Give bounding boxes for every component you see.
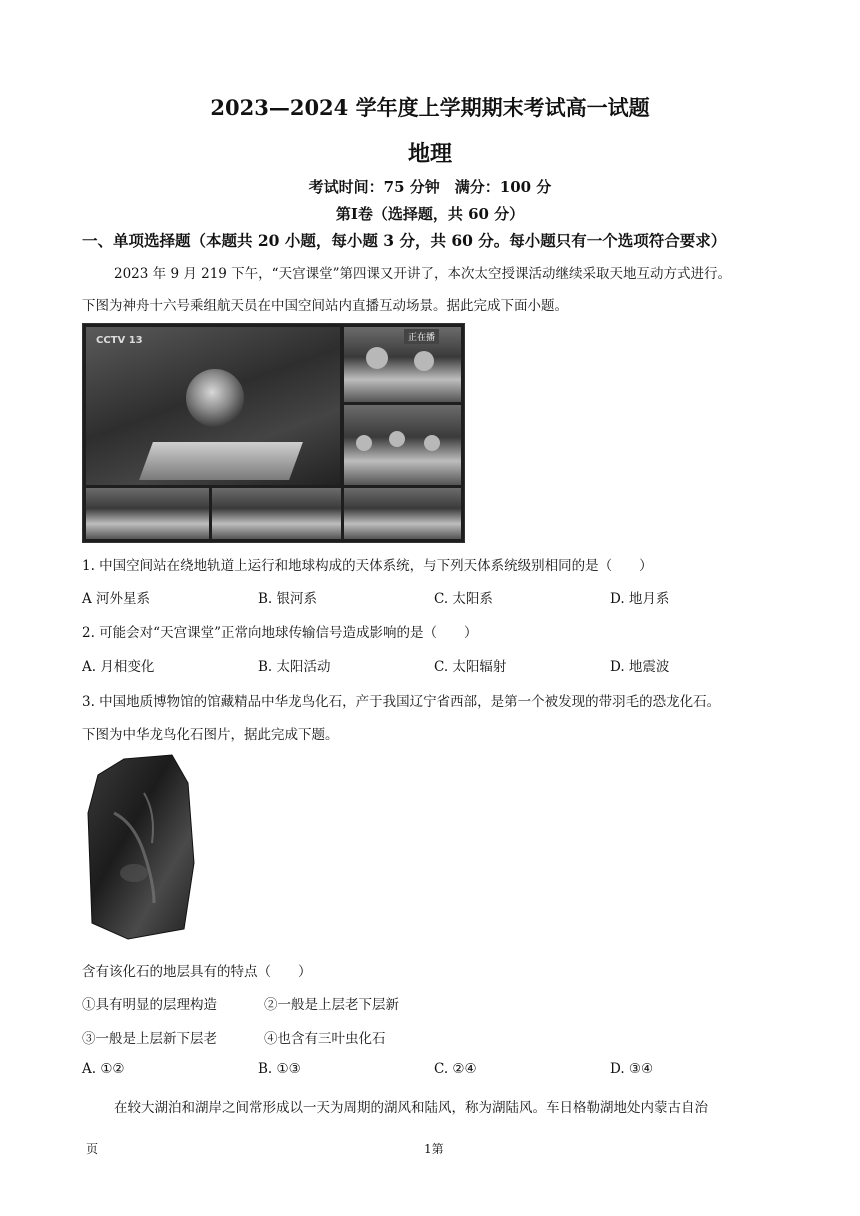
q1-option-b: B. 银河系 [258,591,318,607]
q1-option-c: C. 太阳系 [434,591,493,607]
question-3-line2: 下图为中华龙鸟化石图片，据此完成下题。 [82,727,339,743]
footer-page-label: 页 [86,1142,99,1156]
statement-2: ②一般是上层老下层新 [264,997,399,1013]
q3-option-a: A. ①② [82,1061,125,1077]
student-face [389,431,405,447]
statement-4: ④也含有三叶虫化石 [264,1031,386,1047]
exam-title: 2023—2024 学年度上学期期末考试高一试题 [210,95,650,120]
tv-logo: CCTV 13 [96,335,143,346]
statement-1: ①具有明显的层理构造 [82,997,217,1013]
question-3-stem: 含有该化石的地层具有的特点（ ） [82,964,312,980]
q2-option-d: D. 地震波 [610,659,670,675]
q1-option-a: A 河外星系 [82,591,151,607]
student-face [366,347,388,369]
q1-option-d: D. 地月系 [610,591,670,607]
live-badge: 正在播 [404,329,439,344]
intro-paragraph-line1: 2023 年 9 月 219 下午，“天宫课堂”第四课又开讲了，本次太空授课活动继续采取天地互动方式进行。 [114,266,731,282]
q2-option-a: A. 月相变化 [82,659,155,675]
classroom-tile-bottom-left [86,488,209,539]
main-broadcast-view [86,327,340,485]
q2-option-c: C. 太阳辐射 [434,659,507,675]
classroom-tile-bottom-mid [212,488,341,539]
q2-option-b: B. 太阳活动 [258,659,331,675]
astronaut-figure [186,369,244,427]
part-heading: 第Ⅰ卷（选择题，共 60 分） [335,205,525,223]
q3-option-b: B. ①③ [258,1061,301,1077]
q3-option-d: D. ③④ [610,1061,654,1077]
question-2-stem: 2. 可能会对“天宫课堂”正常向地球传输信号造成影响的是（ ） [82,625,478,641]
dinosaur-fossil-image [84,753,196,943]
classroom-tile-top-right [344,327,461,402]
classroom-tile-mid-right [344,405,461,485]
classroom-tile-bottom-right [344,488,461,539]
footer-page-number: 1第 [424,1142,444,1156]
student-face [356,435,372,451]
student-face [424,435,440,451]
subject-title: 地理 [407,141,452,167]
statement-3: ③一般是上层新下层老 [82,1031,217,1047]
exam-meta: 考试时间：75 分钟 满分：100 分 [308,178,552,196]
q3-option-c: C. ②④ [434,1061,477,1077]
section-heading: 一、单项选择题（本题共 20 小题，每小题 3 分，共 60 分。每小题只有一个选项符合要求） [82,231,727,250]
next-passage-line1: 在较大湖泊和湖岸之间常形成以一天为周期的湖风和陆风，称为湖陆风。车日格勒湖地处内蒙古自治 [114,1100,708,1116]
question-3-line1: 3. 中国地质博物馆的馆藏精品中华龙鸟化石，产于我国辽宁省西部，是第一个被发现的带羽毛的恐龙化石。 [82,694,721,710]
student-face [414,351,434,371]
station-table [139,442,303,480]
question-1-stem: 1. 中国空间站在绕地轨道上运行和地球构成的天体系统，与下列天体系统级别相同的是（ ） [82,558,653,574]
space-station-broadcast-photo [82,323,465,543]
intro-paragraph-line2: 下图为神舟十六号乘组航天员在中国空间站内直播互动场景。据此完成下面小题。 [82,298,568,314]
